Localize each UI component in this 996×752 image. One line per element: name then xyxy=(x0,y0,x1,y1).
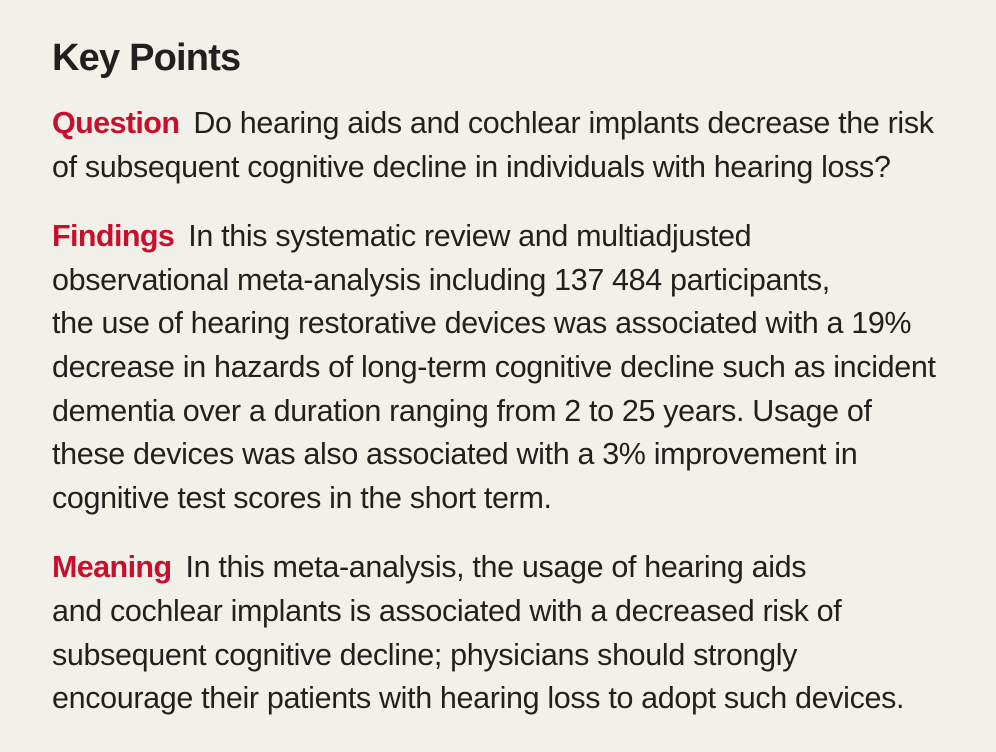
findings-line-4: decrease in hazards of long-term cognitive decline such as incident xyxy=(52,349,936,384)
key-points-panel xyxy=(52,32,972,721)
meaning-section xyxy=(52,546,972,720)
findings-text-1: In this systematic review and multiadjusted xyxy=(188,219,752,254)
findings-line-6: these devices was also associated with a 3% improvement in xyxy=(52,437,858,472)
findings-line-1 xyxy=(52,215,972,259)
question-text-1: Do hearing aids and cochlear implants decrease the risk xyxy=(193,106,934,140)
meaning-line-4: encourage their patients with hearing loss to adopt such devices. xyxy=(52,681,905,716)
findings-line-3: the use of hearing restorative devices was associated with a 19% xyxy=(52,306,912,341)
question-line-1 xyxy=(52,102,972,146)
findings-line-5: dementia over a duration ranging from 2 to 25 years. Usage of xyxy=(52,393,872,428)
meaning-line-3: subsequent cognitive decline; physicians should strongly xyxy=(52,637,798,672)
meaning-line-1 xyxy=(52,546,972,590)
findings-line-7: cognitive test scores in the short term. xyxy=(52,480,552,515)
question-label: Question xyxy=(52,106,180,140)
question-line-2: of subsequent cognitive decline in individuals with hearing loss? xyxy=(52,149,891,184)
question-section xyxy=(52,102,972,189)
meaning-line-2: and cochlear implants is associated with a decreased risk of xyxy=(52,593,842,628)
findings-label: Findings xyxy=(52,219,175,254)
meaning-label: Meaning xyxy=(52,550,172,585)
key-points-title: Key Points xyxy=(52,37,241,79)
findings-section xyxy=(52,215,972,520)
meaning-text-1: In this meta-analysis, the usage of hearing aids xyxy=(185,550,807,585)
findings-line-2: observational meta-analysis including 137 484 participants, xyxy=(52,262,830,297)
